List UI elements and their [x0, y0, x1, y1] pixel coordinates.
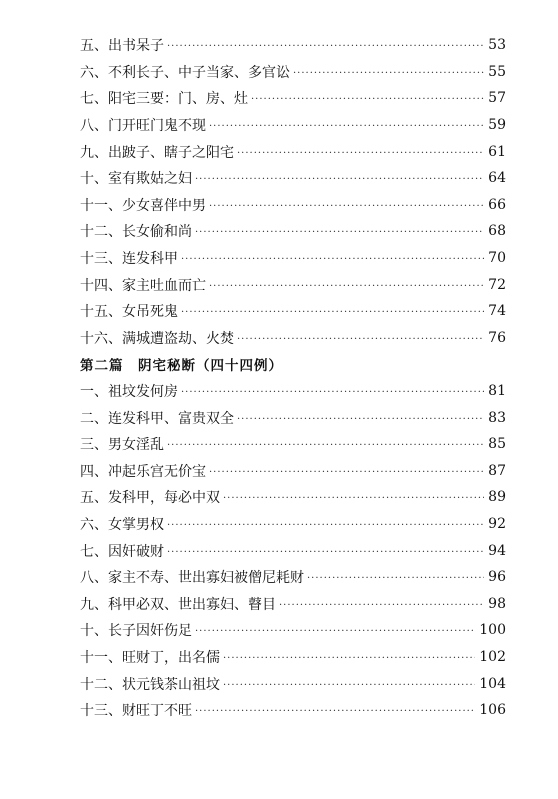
toc-entry-title: 十五、女吊死鬼 — [80, 304, 178, 321]
toc-entry[interactable] — [80, 85, 506, 112]
toc-entry[interactable] — [80, 32, 506, 59]
toc-entry[interactable] — [80, 138, 506, 165]
toc-entry-page-number: 76 — [488, 329, 506, 346]
toc-entry-page-number: 94 — [488, 542, 506, 559]
toc-entry[interactable] — [80, 192, 506, 219]
toc-entry-page-number: 64 — [488, 170, 506, 187]
toc-entry[interactable] — [80, 245, 506, 272]
dot-leader — [209, 202, 484, 212]
toc-entry-title: 四、冲起乐宫无价宝 — [80, 463, 206, 480]
dot-leader — [307, 574, 484, 584]
toc-entry[interactable] — [80, 590, 506, 617]
toc-entry-title: 二、连发科甲、富贵双全 — [80, 410, 234, 427]
toc-entry-title: 五、出书呆子 — [80, 38, 164, 55]
toc-entry-page-number: 104 — [479, 675, 506, 692]
toc-group-yangzhai — [80, 32, 506, 351]
toc-entry-page-number: 102 — [479, 648, 506, 665]
toc-entry-title: 五、发科甲，每必中双 — [80, 490, 220, 507]
toc-entry-page-number: 81 — [488, 383, 506, 400]
toc-entry-page-number: 100 — [479, 622, 506, 639]
toc-entry[interactable] — [80, 298, 506, 325]
toc-entry-title: 十、长子因奸伤足 — [80, 623, 192, 640]
toc-entry[interactable] — [80, 431, 506, 458]
table-of-contents — [80, 32, 506, 723]
toc-entry-page-number: 59 — [488, 117, 506, 134]
toc-entry-title: 六、女掌男权 — [80, 516, 164, 533]
toc-entry[interactable] — [80, 458, 506, 485]
toc-entry-title: 一、祖坟发何房 — [80, 384, 178, 401]
toc-entry[interactable] — [80, 165, 506, 192]
toc-entry[interactable] — [80, 59, 506, 86]
toc-entry-title: 六、不利长子、中子当家、多官讼 — [80, 64, 290, 81]
toc-entry[interactable] — [80, 697, 506, 724]
toc-entry-page-number: 57 — [488, 90, 506, 107]
toc-entry-page-number: 89 — [488, 489, 506, 506]
toc-entry-page-number: 83 — [488, 409, 506, 426]
toc-entry[interactable] — [80, 378, 506, 405]
toc-entry[interactable] — [80, 537, 506, 564]
toc-entry-page-number: 87 — [488, 462, 506, 479]
section-heading — [80, 351, 506, 378]
dot-leader — [167, 441, 484, 451]
dot-leader — [181, 388, 484, 398]
toc-entry-page-number: 106 — [479, 702, 506, 719]
toc-entry[interactable] — [80, 511, 506, 538]
toc-entry[interactable] — [80, 564, 506, 591]
dot-leader — [237, 149, 484, 159]
toc-entry-title: 十四、家主吐血而亡 — [80, 277, 206, 294]
toc-entry-title: 七、阳宅三要：门、房、灶 — [80, 91, 248, 108]
toc-entry-title: 十六、满城遭盗劫、火焚 — [80, 330, 234, 347]
toc-entry-title: 十二、状元钱茶山祖坟 — [80, 676, 220, 693]
dot-leader — [223, 494, 484, 504]
dot-leader — [195, 228, 484, 238]
toc-entry[interactable] — [80, 325, 506, 352]
toc-entry-title: 八、家主不寿、世出寡妇被僧尼耗财 — [80, 570, 304, 587]
toc-entry-page-number: 85 — [488, 436, 506, 453]
toc-entry-title: 十、室有欺姑之妇 — [80, 171, 192, 188]
toc-entry[interactable] — [80, 670, 506, 697]
toc-entry[interactable] — [80, 404, 506, 431]
dot-leader — [251, 95, 484, 105]
toc-entry-title: 十三、连发科甲 — [80, 251, 178, 268]
dot-leader — [167, 42, 484, 52]
dot-leader — [195, 627, 475, 637]
toc-entry-title: 七、因奸破财 — [80, 543, 164, 560]
toc-entry-page-number: 98 — [488, 595, 506, 612]
toc-entry[interactable] — [80, 112, 506, 139]
dot-leader — [237, 335, 484, 345]
dot-leader — [237, 415, 484, 425]
toc-group-yinzhai — [80, 378, 506, 724]
dot-leader — [223, 654, 475, 664]
section-heading-title: 第二篇 阴宅秘断（四十四例） — [80, 358, 283, 375]
dot-leader — [195, 175, 484, 185]
dot-leader — [209, 282, 484, 292]
toc-entry[interactable] — [80, 644, 506, 671]
toc-entry[interactable] — [80, 617, 506, 644]
dot-leader — [167, 521, 484, 531]
toc-entry-page-number: 70 — [488, 250, 506, 267]
dot-leader — [209, 122, 484, 132]
toc-entry-page-number: 96 — [488, 569, 506, 586]
dot-leader — [279, 601, 484, 611]
toc-entry[interactable] — [80, 484, 506, 511]
dot-leader — [195, 707, 475, 717]
toc-entry-title: 十三、财旺丁不旺 — [80, 703, 192, 720]
dot-leader — [181, 308, 484, 318]
toc-entry-title: 三、男女淫乱 — [80, 437, 164, 454]
dot-leader — [181, 255, 484, 265]
toc-entry-page-number: 53 — [488, 37, 506, 54]
toc-entry-title: 九、科甲必双、世出寡妇、瞽目 — [80, 596, 276, 613]
toc-entry-page-number: 92 — [488, 515, 506, 532]
dot-leader — [167, 548, 484, 558]
dot-leader — [293, 69, 484, 79]
dot-leader — [209, 468, 484, 478]
toc-entry-page-number: 74 — [488, 303, 506, 320]
toc-entry-title: 十一、少女喜伴中男 — [80, 197, 206, 214]
toc-entry-page-number: 61 — [488, 143, 506, 160]
toc-entry[interactable] — [80, 271, 506, 298]
toc-entry-title: 九、出跛子、瞎子之阳宅 — [80, 144, 234, 161]
dot-leader — [223, 681, 475, 691]
toc-entry-page-number: 72 — [488, 276, 506, 293]
toc-entry-title: 十二、长女偷和尚 — [80, 224, 192, 241]
toc-entry-page-number: 66 — [488, 196, 506, 213]
toc-entry[interactable] — [80, 218, 506, 245]
toc-entry-page-number: 55 — [488, 63, 506, 80]
toc-entry-title: 八、门开旺门鬼不现 — [80, 118, 206, 135]
toc-entry-page-number: 68 — [488, 223, 506, 240]
toc-entry-title: 十一、旺财丁，出名儒 — [80, 649, 220, 666]
